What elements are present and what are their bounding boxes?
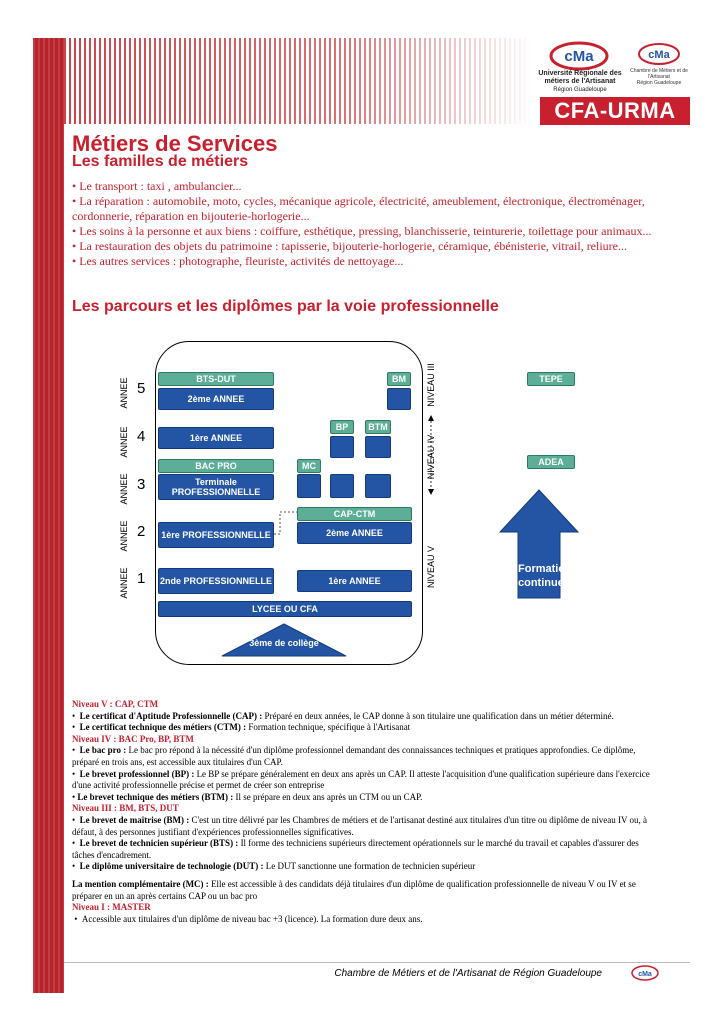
mc-box <box>297 474 321 498</box>
svg-text:cMa: cMa <box>648 49 670 61</box>
cfa-urma-logo: CFA-URMA <box>540 97 690 125</box>
niveau-v-label: NIVEAU V <box>426 546 436 589</box>
premiere-pro-box: 1ère PROFESSIONNELLE <box>158 522 274 548</box>
tepe-label: TEPE <box>527 372 575 386</box>
families-list <box>72 179 672 269</box>
decorative-top-fade <box>64 38 534 124</box>
college-label: 3ème de collège <box>249 638 319 648</box>
family-item: • Le transport : taxi , ambulancier... <box>72 179 242 193</box>
family-item: • Les autres services : photographe, fleuriste, activités de nettoyage... <box>72 254 404 268</box>
bts-dut-label: BTS-DUT <box>158 372 274 386</box>
mc-connector <box>272 508 300 538</box>
annee-label: ANNEE <box>119 473 129 505</box>
footer-text: Chambre de Métiers et de l'Artisanat de Région Guadeloupe <box>334 968 602 979</box>
level-i-title: Niveau I : MASTER <box>72 902 151 913</box>
niveau-iii-label: NIVEAU III <box>426 363 436 407</box>
niveau-iv-arrow <box>426 415 436 495</box>
bp-label: BP <box>330 420 354 434</box>
btm-label: BTM <box>365 420 391 434</box>
year-number: 3 <box>137 476 146 493</box>
diploma-notes <box>72 699 662 925</box>
adea-label: ADEA <box>527 455 575 469</box>
note-bm: • Le brevet de maîtrise (BM) : C'est un titre délivré par les Chambres de métiers et de l'artisanat destiné aux titulaires d'un titre ou diplôme de niveau IV ou, à défaut, à des personnes justifiant d'expériences professionnelles significatives. <box>72 814 648 837</box>
page-subtitle: Les familles de métiers <box>72 153 249 170</box>
note-dut: • Le diplôme universitaire de technologie (DUT) : Le DUT sanctionne une formation de technicien supérieur <box>72 861 476 872</box>
note-bp: • Le brevet professionnel (BP) : Le BP se prépare généralement en deux ans après un CAP. Il atteste l'acquisition d'une qualification supérieure dans l'exercice d'une activité professionnelle précise et permet de créer son entreprise <box>72 768 650 791</box>
svg-text:cMa: cMa <box>564 48 594 65</box>
btm-year4-box <box>365 436 391 458</box>
bm-label: BM <box>387 372 411 386</box>
family-item: • La restauration des objets du patrimoine : tapisserie, bijouterie-horlogerie, céramique, ébénisterie, vitrail, reliure... <box>72 239 627 253</box>
footer-logo-icon <box>630 964 660 982</box>
year-number: 2 <box>137 523 146 540</box>
niveau-iv-label: NIVEAU IV <box>426 434 436 480</box>
page-title: Métiers de Services <box>72 131 278 156</box>
bm-box <box>387 388 411 410</box>
urma-logo-icon <box>548 40 610 72</box>
annee-label: ANNEE <box>119 377 129 409</box>
note-ctm: • Le certificat technique des métiers (CTM) : Formation technique, spécifique à l'Artisanat <box>72 722 411 733</box>
note-master: • Accessible aux titulaires d'un diplôme de niveau bac +3 (licence). La formation dure deux ans. <box>72 913 423 924</box>
year-number: 1 <box>137 570 146 587</box>
annee-label: ANNEE <box>119 567 129 599</box>
seconde-pro-box: 2nde PROFESSIONNELLE <box>158 568 274 594</box>
formation-continue-label: Formation continue <box>518 563 572 589</box>
footer-divider <box>64 962 690 963</box>
annee-label: ANNEE <box>119 426 129 458</box>
cap-2eme-annee-box: 2ème ANNEE <box>297 522 412 544</box>
urma-logo-text: Université Régionale des métiers de l'Artisanat Région Guadeloupe <box>538 70 622 93</box>
note-btm: • Le brevet technique des métiers (BTM) : Il se prépare en deux ans après un CTM ou un CAP. <box>72 791 423 802</box>
bp-year4-box <box>330 436 354 458</box>
note-cap: • Le certificat d'Aptitude Professionnelle (CAP) : Préparé en deux années, le CAP donne à son titulaire une qualification dans un métier déterminé. <box>72 710 614 721</box>
cap-ctm-label: CAP-CTM <box>297 507 412 521</box>
lycee-cfa-box: LYCEE OU CFA <box>158 601 412 617</box>
family-item: • Les soins à la personne et aux biens : coiffure, esthétique, pressing, blanchisserie, teinturerie, toilettage pour animaux... <box>72 224 652 238</box>
terminale-pro-box: Terminale PROFESSIONNELLE <box>158 474 274 500</box>
year-number: 5 <box>137 380 146 397</box>
year-number: 4 <box>137 428 146 445</box>
bts-1ere-annee-box: 1ère ANNEE <box>158 427 274 449</box>
note-bts: • Le brevet de technicien supérieur (BTS) : Il forme des techniciens supérieurs directement opérationnels sur le marché du travail et capables d'assurer des tâches d'encadrement. <box>72 838 639 860</box>
decorative-left-band <box>33 38 64 993</box>
level-v-title: Niveau V : CAP, CTM <box>72 699 159 709</box>
bts-2eme-annee-box: 2ème ANNEE <box>158 388 274 410</box>
level-iii-title: Niveau III : BM, BTS, DUT <box>72 803 179 814</box>
cma-logo-text: Chambre de Métiers et de l'Artisanat Région Guadeloupe <box>630 68 688 86</box>
bac-pro-label: BAC PRO <box>158 459 274 473</box>
cma-logo-icon <box>636 42 682 66</box>
annee-label: ANNEE <box>119 520 129 552</box>
note-bacpro: • Le bac pro : Le bac pro répond à la nécessité d'un diplôme professionnel demandant des connaissances techniques et pratiques approfondies. Ce diplôme, préparé en trois ans, est accessible aux titulaires d'un CAP. <box>72 745 636 767</box>
cap-1ere-annee-box: 1ère ANNEE <box>297 570 412 592</box>
level-iv-title: Niveau IV : BAC Pro, BP, BTM <box>72 733 194 744</box>
mc-label: MC <box>297 459 321 473</box>
family-item: • La réparation : automobile, moto, cycles, mécanique agricole, électricité, ameublement, électronique, électroménager, cordonnerie, réparation en bijouterie-horlogerie... <box>72 194 645 223</box>
note-mc: La mention complémentaire (MC) : Elle est accessible à des candidats déjà titulaires d'un diplôme de qualification professionnelle de niveau V ou IV et se préparer en un an après certains CAP ou un bac pro <box>72 878 636 901</box>
svg-text:cMa: cMa <box>638 971 652 978</box>
btm-year3-box <box>365 474 391 498</box>
section-title: Les parcours et les diplômes par la voie professionnelle <box>72 298 499 315</box>
bp-year3-box <box>330 474 354 498</box>
